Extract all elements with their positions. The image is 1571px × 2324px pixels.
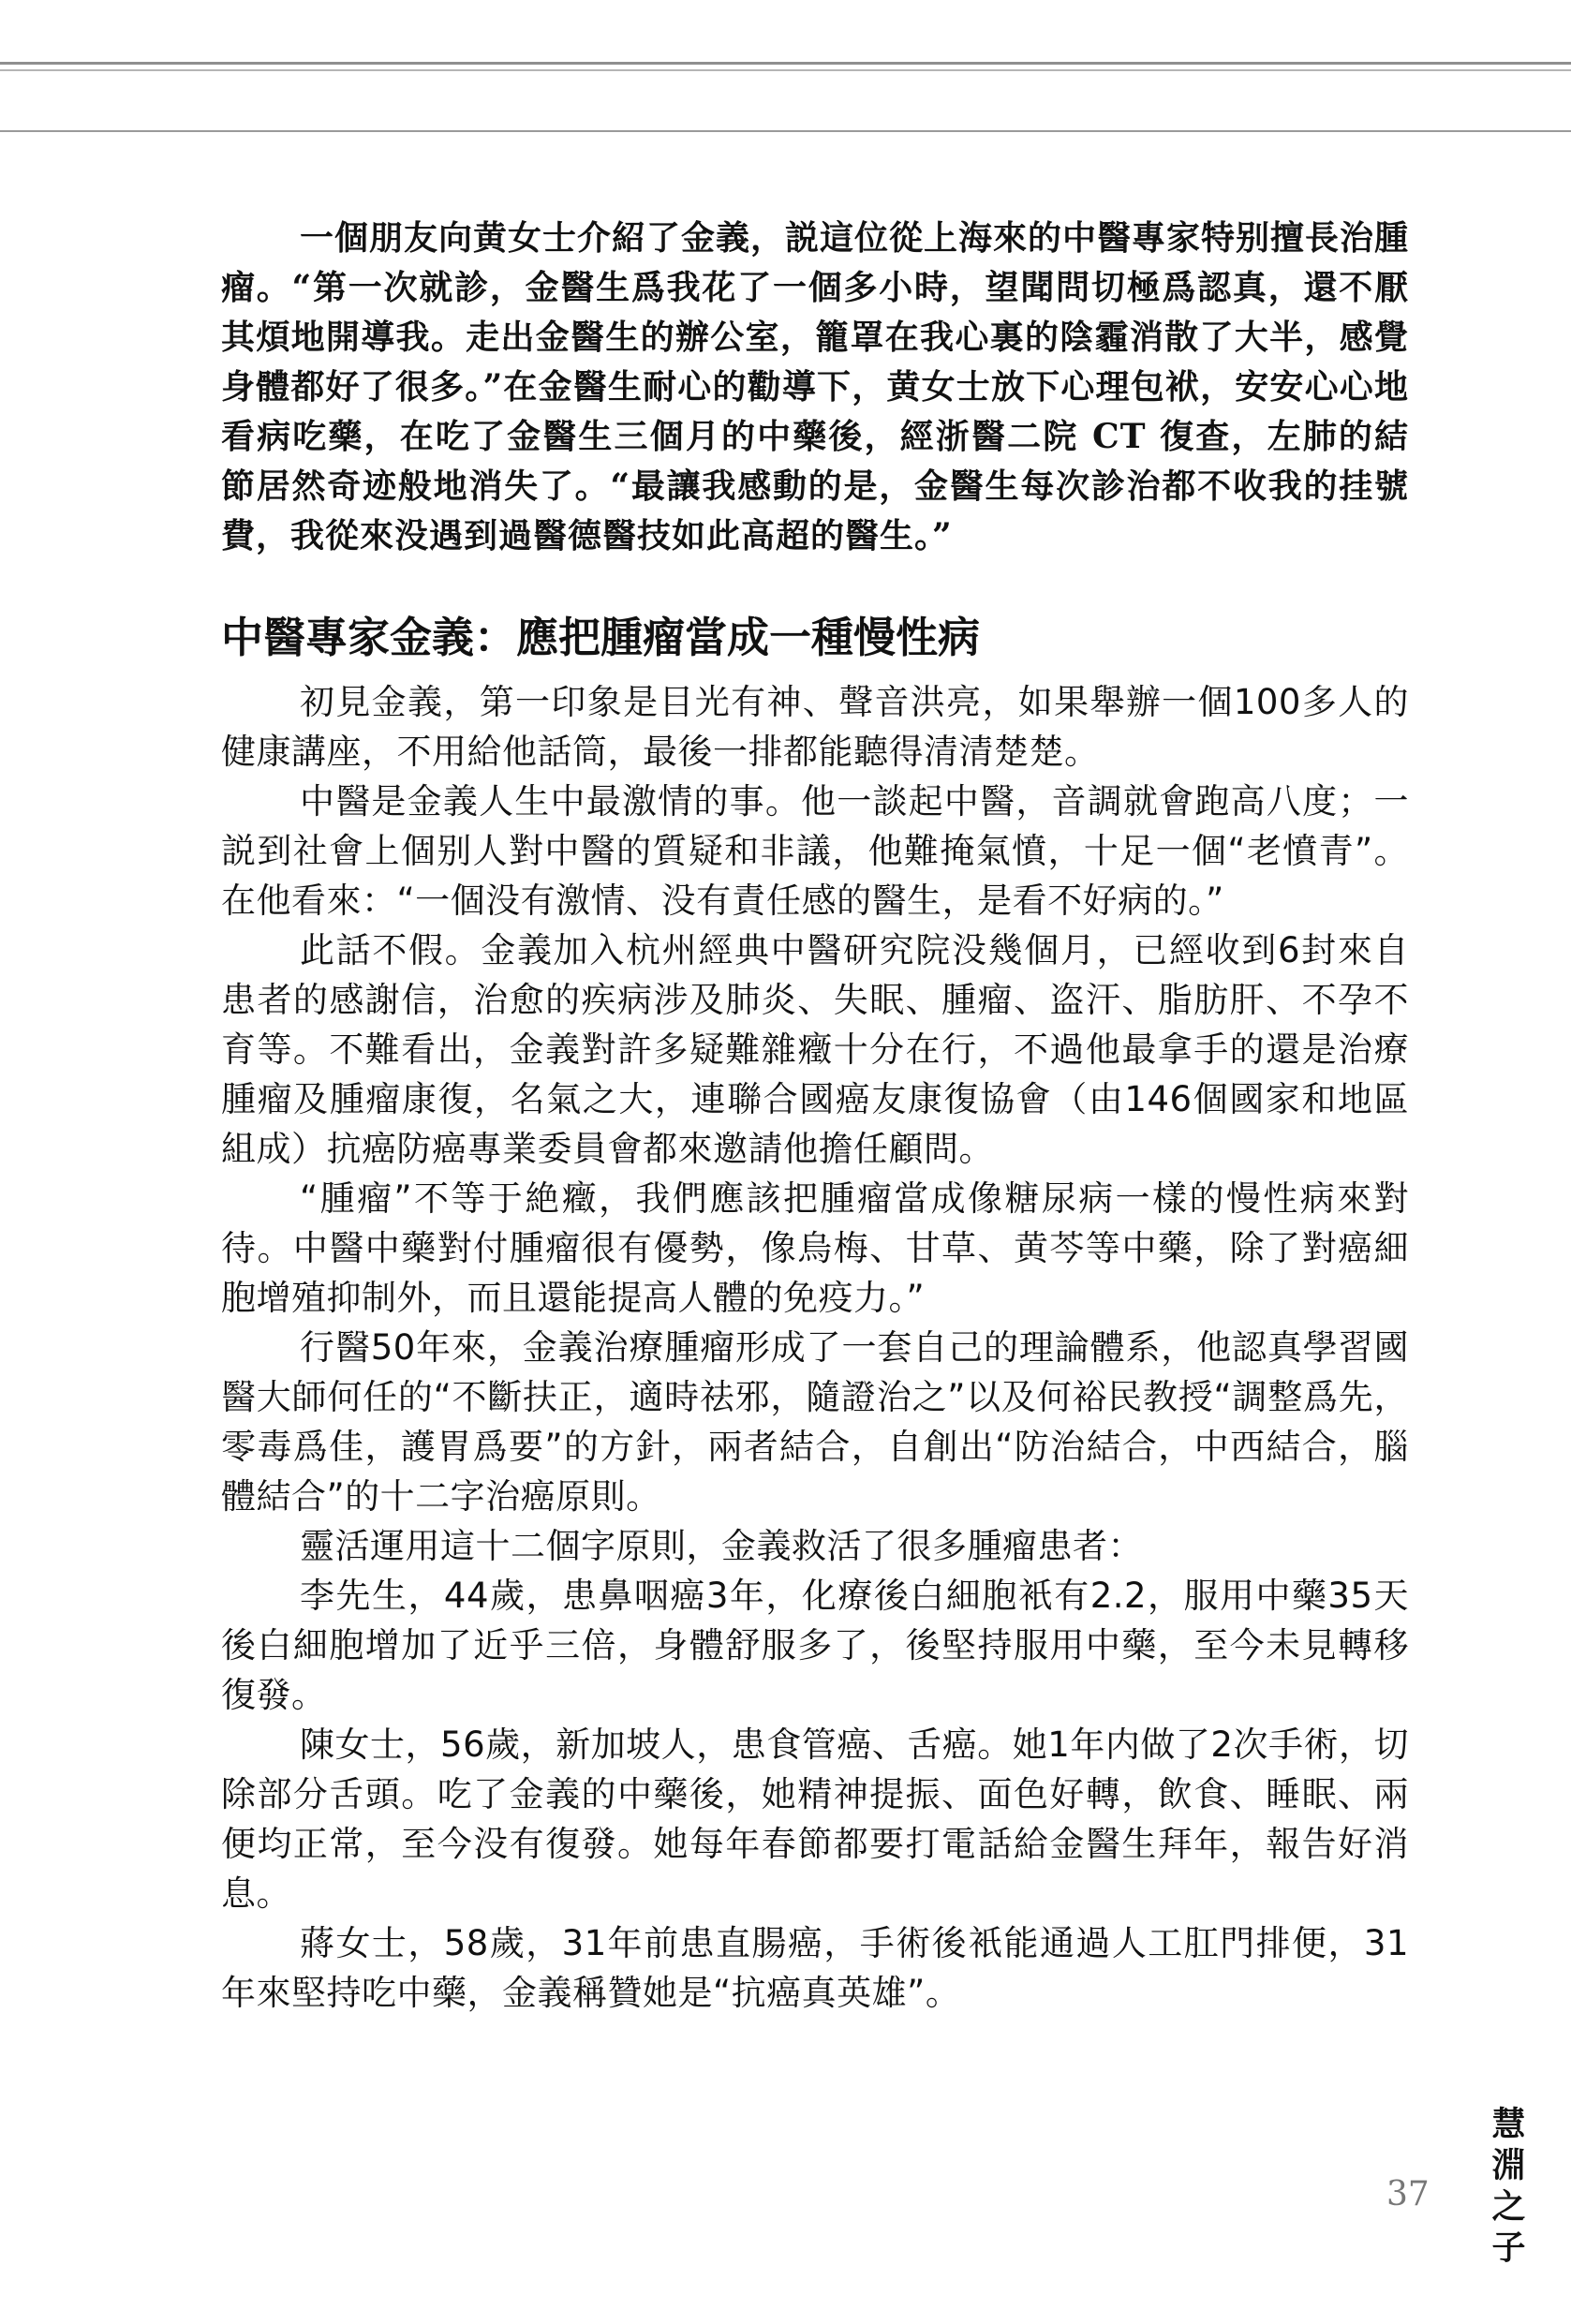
header-rule-top-thin bbox=[0, 69, 1571, 71]
page-number: 37 bbox=[1386, 2175, 1430, 2213]
paragraph-9: 蔣女士，58歲，31年前患直腸癌，手術後衹能通過人工肛門排便，31年來堅持吃中藥，金義稱贊她是“抗癌真英雄”。 bbox=[221, 1923, 1409, 2013]
paragraph-7: 李先生，44歲，患鼻咽癌3年，化療後白細胞衹有2.2，服用中藥35天後白細胞增加了近乎三倍，身體舒服多了，後堅持服用中藥，至今未見轉移復發。 bbox=[221, 1576, 1409, 1715]
paragraph-1: 初見金義，第一印象是目光有神、聲音洪亮，如果舉辦一個100多人的健康講座，不用給他話筒，最後一排都能聽得清清楚楚。 bbox=[221, 682, 1409, 772]
header-rule-top bbox=[0, 62, 1571, 65]
section-heading: 中醫專家金義：應把腫瘤當成一種慢性病 bbox=[221, 613, 981, 662]
paragraph-5: 行醫50年來，金義治療腫瘤形成了一套自己的理論體系，他認真學習國醫大師何任的“不斷扶正，適時祛邪，隨證治之”以及何裕民教授“調整爲先，零毒爲佳，護胃爲要”的方針，兩者結合，自創出“防治結合，中西結合，腦體結合”的十二字治癌原則。 bbox=[221, 1327, 1409, 1517]
paragraph-6: 靈活運用這十二個字原則，金義救活了很多腫瘤患者： bbox=[300, 1526, 1143, 1566]
article-body bbox=[221, 214, 1409, 2018]
paragraph-4: “腫瘤”不等于絶癥，我們應該把腫瘤當成像糖尿病一樣的慢性病來對待。中醫中藥對付腫瘤很有優勢，像烏梅、甘草、黄芩等中藥，除了對癌細胞增殖抑制外，而且還能提高人體的免疫力。” bbox=[221, 1178, 1409, 1318]
header-rule-bottom bbox=[0, 130, 1571, 132]
paragraph-2: 中醫是金義人生中最激情的事。他一談起中醫，音調就會跑高八度；一説到社會上個别人對中醫的質疑和非議，他難掩氣憤，十足一個“老憤青”。在他看來：“一個没有激情、没有責任感的醫生，是看不好病的。” bbox=[221, 781, 1409, 921]
paragraph-8: 陳女士，56歲，新加坡人，患食管癌、舌癌。她1年内做了2次手術，切除部分舌頭。吃了金義的中藥後，她精神提振、面色好轉，飲食、睡眠、兩便均正常，至今没有復發。她每年春節都要打電話給金醫生拜年，報告好消息。 bbox=[221, 1724, 1409, 1914]
side-section-label: 慧淵之子 bbox=[1487, 2106, 1525, 2271]
intro-paragraph: 一個朋友向黄女士介紹了金義，説這位從上海來的中醫專家特别擅長治腫瘤。“第一次就診，金醫生爲我花了一個多小時，望聞問切極爲認真，還不厭其煩地開導我。走出金醫生的辦公室，籠罩在我心裏的陰霾消散了大半，感覺身體都好了很多。”在金醫生耐心的勸導下，黄女士放下心理包袱，安安心心地看病吃藥，在吃了金醫生三個月的中藥後，經浙醫二院 CT 復查，左肺的結節居然奇迹般地消失了。“最讓我感動的是，金醫生每次診治都不收我的挂號費，我從來没遇到過醫德醫技如此高超的醫生。” bbox=[221, 218, 1410, 555]
paragraph-3: 此話不假。金義加入杭州經典中醫研究院没幾個月，已經收到6封來自患者的感謝信，治愈的疾病涉及肺炎、失眠、腫瘤、盗汗、脂肪肝、不孕不育等。不難看出，金義對許多疑難雜癥十分在行，不過他最拿手的還是治療腫瘤及腫瘤康復，名氣之大，連聯合國癌友康復協會（由146個國家和地區組成）抗癌防癌專業委員會都來邀請他擔任顧問。 bbox=[221, 930, 1409, 1169]
